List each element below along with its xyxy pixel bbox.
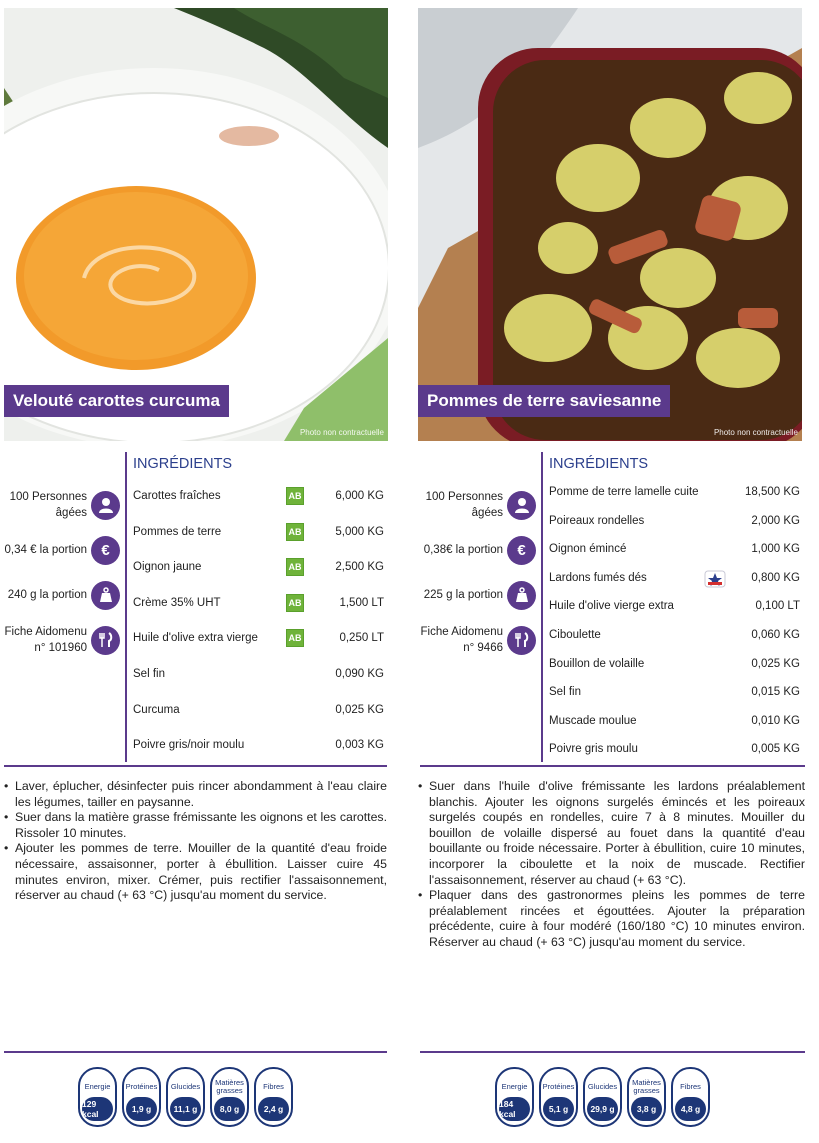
nutrition-fiber: Fibres 4,8 g xyxy=(671,1067,710,1127)
ingredients-table xyxy=(133,480,388,765)
scale-icon xyxy=(507,581,536,610)
potato-photo xyxy=(418,8,802,441)
preparation-steps xyxy=(4,779,387,904)
organic-label-icon: AB xyxy=(286,629,304,647)
ingredient-row: Carottes fraîches AB 6,000 KG xyxy=(133,480,388,516)
nutrition-energy: Energie 129 kcal xyxy=(78,1067,117,1127)
ingredient-row: Oignon émincé 1,000 KG xyxy=(549,543,800,556)
ingredient-row: Pomme de terre lamelle cuite 18,500 KG xyxy=(549,486,800,498)
ingredient-row: Poireaux rondelles 2,000 KG xyxy=(549,514,800,527)
step-item: • Laver, éplucher, désinfecter puis rincer abondamment à l'eau claire les légumes, tailler en paysanne. xyxy=(4,779,387,810)
nutrition-fat: Matières grasses 8,0 g xyxy=(210,1067,249,1127)
organic-label-icon: AB xyxy=(286,523,304,541)
divider-line xyxy=(125,452,127,762)
nutrition-protein: Protéines 1,9 g xyxy=(122,1067,161,1127)
section-divider xyxy=(420,765,805,767)
nutrition-facts xyxy=(78,1067,293,1127)
meta-weight: 240 g la portion xyxy=(0,576,120,614)
meta-sheet: Fiche Aidomenu n° 9466 xyxy=(416,621,536,659)
recipe-meta xyxy=(416,486,536,666)
photo-disclaimer: Photo non contractuelle xyxy=(299,428,384,437)
ingredient-row: Poivre gris moulu 0,005 KG xyxy=(549,743,800,756)
preparation-steps xyxy=(418,779,805,951)
recipe-title: Pommes de terre saviesanne xyxy=(418,385,670,417)
nutrition-energy: Energie 184 kcal xyxy=(495,1067,534,1127)
recipe-info-right xyxy=(416,452,816,762)
photo-disclaimer: Photo non contractuelle xyxy=(713,428,798,437)
euro-icon: € xyxy=(91,536,120,565)
ingredients-title: INGRÉDIENTS xyxy=(549,456,649,472)
ingredient-row: Lardons fumés dés 0,800 KG xyxy=(549,566,804,595)
fork-knife-icon xyxy=(507,626,536,655)
meta-weight: 225 g la portion xyxy=(416,576,536,614)
ingredient-row: Huile d'olive extra vierge AB 0,250 LT xyxy=(133,622,388,658)
nutrition-carbs: Glucides 11,1 g xyxy=(166,1067,205,1127)
section-divider xyxy=(4,765,387,767)
ingredient-row: Sel fin 0,015 KG xyxy=(549,686,800,699)
recipe-title: Velouté carottes curcuma xyxy=(4,385,229,417)
divider-line xyxy=(541,452,543,762)
meta-price: 0,38€ la portion € xyxy=(416,531,536,569)
nutrition-fat: Matières grasses 3,8 g xyxy=(627,1067,666,1127)
fork-knife-icon xyxy=(91,626,120,655)
ingredient-row: Curcuma 0,025 KG xyxy=(133,703,384,716)
meta-sheet: Fiche Aidomenu n° 101960 xyxy=(0,621,120,659)
euro-icon: € xyxy=(507,536,536,565)
section-divider xyxy=(420,1051,805,1053)
ingredient-row: Crème 35% UHT AB 1,500 LT xyxy=(133,587,388,623)
nutrition-facts xyxy=(495,1067,710,1127)
organic-label-icon: AB xyxy=(286,594,304,612)
ingredient-row: Pommes de terre AB 5,000 KG xyxy=(133,516,388,552)
ingredient-row: Oignon jaune AB 2,500 KG xyxy=(133,551,388,587)
ingredients-title: INGRÉDIENTS xyxy=(133,456,233,472)
meta-servings: 100 Personnes âgées xyxy=(416,486,536,524)
person-icon xyxy=(507,491,536,520)
organic-label-icon: AB xyxy=(286,487,304,505)
section-divider xyxy=(4,1051,387,1053)
step-item: • Suer dans la matière grasse frémissante les oignons et les carottes. Rissoler 10 minutes. xyxy=(4,810,387,841)
step-item: • Plaquer dans des gastronormes pleins les pommes de terre préalablement rincées et égouttées. Ajouter la préparation précédente, cuire à four modéré (160/180 °C) 10 minutes environ. Réserver au chaud (+ 63 °C) jusqu'au moment du service. xyxy=(418,888,805,950)
nutrition-carbs: Glucides 29,9 g xyxy=(583,1067,622,1127)
ingredient-row: Sel fin 0,090 KG xyxy=(133,667,384,680)
person-icon xyxy=(91,491,120,520)
recipe-info-left xyxy=(0,452,400,762)
step-item: • Suer dans l'huile d'olive frémissante les lardons préalablement blanchis. Ajouter les oignons surgelés émincés et les poireaux surgelés coupés en rondelles, cuire 7 à 8 minutes. Mouiller du bouillon de volaille dispersé au fouet dans la quantité d'eau bouillante ou froide nécessaire. Porter à ébullition, cuire 10 minutes, incorporer la ciboulette et la noix de muscade. Rectifier l'assaisonnement, réserver au chaud (+ 63 °C). xyxy=(418,779,805,888)
ingredient-row: Muscade moulue 0,010 KG xyxy=(549,714,800,727)
label-rouge-icon xyxy=(704,570,724,586)
nutrition-fiber: Fibres 2,4 g xyxy=(254,1067,293,1127)
meta-price: 0,34 € la portion € xyxy=(0,531,120,569)
recipe-meta xyxy=(0,486,120,666)
ingredient-row: Bouillon de volaille 0,025 KG xyxy=(549,657,800,670)
ingredients-table xyxy=(549,480,804,766)
ingredient-row: Ciboulette 0,060 KG xyxy=(549,628,800,641)
soup-photo xyxy=(4,8,388,441)
step-item: • Ajouter les pommes de terre. Mouiller de la quantité d'eau froide nécessaire, assaisonner, porter à ébullition. Laisser cuire 45 minutes environ, mixer. Crémer, puis rectifier l'assaisonnement, réserver au chaud (+ 63 °C) jusqu'au moment du service. xyxy=(4,841,387,903)
scale-icon xyxy=(91,581,120,610)
meta-servings: 100 Personnes âgées xyxy=(0,486,120,524)
ingredient-row: Huile d'olive vierge extra 0,100 LT xyxy=(549,600,800,613)
organic-label-icon: AB xyxy=(286,558,304,576)
ingredient-row: Poivre gris/noir moulu 0,003 KG xyxy=(133,739,384,752)
nutrition-protein: Protéines 5,1 g xyxy=(539,1067,578,1127)
